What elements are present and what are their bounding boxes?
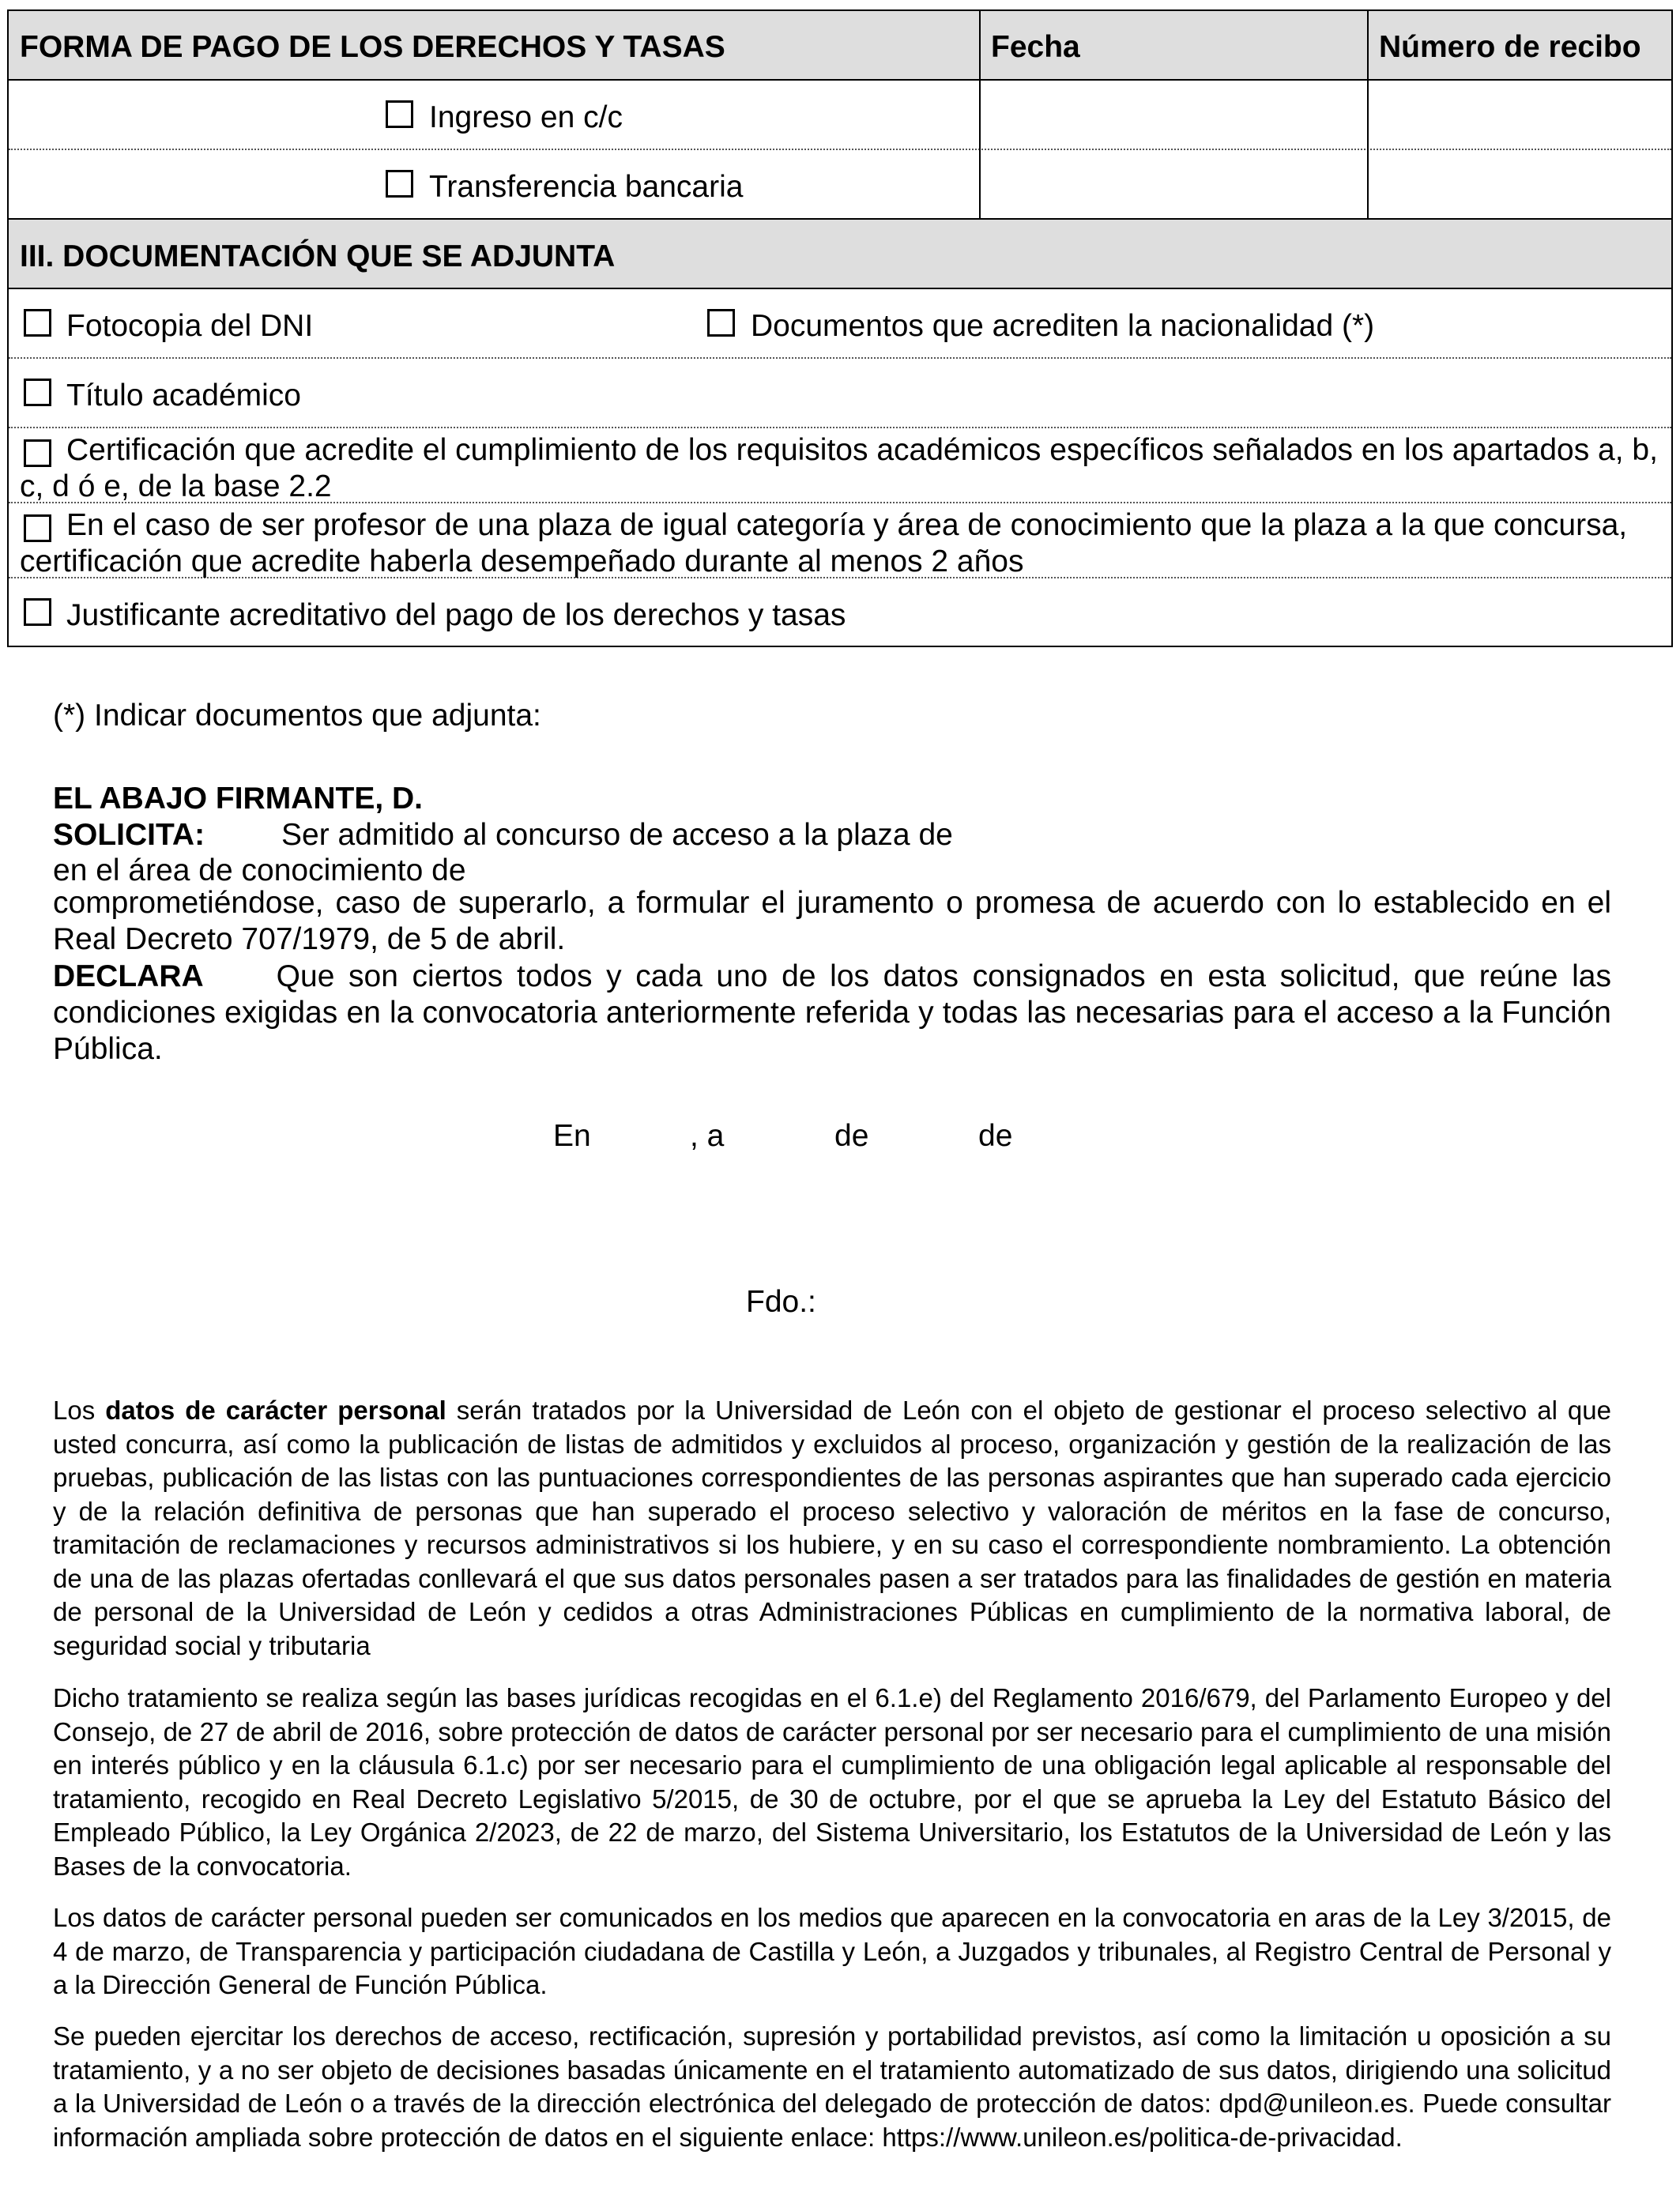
fotocopia-dni-label: Fotocopia del DNI [66,309,314,343]
payment-header: FORMA DE PAGO DE LOS DERECHOS Y TASAS [20,30,725,64]
doc-row-certificacion [9,428,1671,503]
area-line: en el área de conocimiento de [53,853,466,887]
privacy-paragraph-2: Dicho tratamiento se realiza según las bases jurídicas recogidas en el 6.1.e) del Reglamento 2016/679, del Parlamento Europeo y del Consejo, de 27 de abril de 2016, sobre protección de datos de carácter personal por ser necesario para el cumplimiento de una misión en interés público y en la cláusula 6.1.c) por ser necesario para el cumplimiento de una obligación legal aplicable al responsable del tratamiento, recogido en Real Decreto Legislativo 5/2015, de 30 de octubre, por el que se aprueba la Ley del Estatuto Básico del Empleado Público, la Ley Orgánica 2/2023, de 22 de marzo, del Sistema Universitario, los Estatutos de la Universidad de León y las Bases de la convocatoria. [53,1683,1611,1881]
form-table [7,9,1673,647]
declara-block [53,959,1611,1068]
titulo-checkbox[interactable] [24,379,51,406]
ingreso-checkbox[interactable] [386,100,413,128]
privacy-paragraph-3: Los datos de carácter personal pueden ser comunicados en los medios que aparecen en la convocatoria en aras de la Ley 3/2015, de 4 de marzo, de Transparencia y participación ciudadana de Castilla y León, a Juzgados y tribunales, al Registro Central de Personal y a la Dirección General de Función Pública. [53,1903,1611,1999]
transferencia-checkbox[interactable] [386,170,413,198]
date-a: , a [690,1119,725,1153]
profesor-label: En el caso de ser profesor de una plaza de igual categoría y área de conocimiento que la plaza a la que concursa, certificación que acredite haberla desempeñado durante al menos 2 años [20,508,1628,578]
doc-row-titulo [9,359,1671,428]
privacy-p1-pre: Los [53,1396,106,1425]
nacionalidad-label: Documentos que acrediten la nacionalidad (*) [751,309,1375,343]
fecha-column-divider [979,11,981,220]
doc-row-justificante [9,578,1671,647]
transferencia-label: Transferencia bancaria [429,170,744,204]
fecha-header: Fecha [991,30,1080,64]
declara-text: Que son ciertos todos y cada uno de los datos consignados en esta solicitud, que reúne las condiciones exigidas en la convocatoria anteriormente referida y todas las necesarias para el acceso a la Función Pública. [53,959,1611,1066]
signature-label: Fdo.: [746,1285,816,1319]
declara-label: DECLARA [53,959,204,993]
privacy-paragraph-1 [53,1394,1611,1663]
fotocopia-dni-checkbox[interactable] [24,309,51,337]
solicita-text: Ser admitido al concurso de acceso a la plaza de [281,818,953,852]
recibo-column-divider [1367,11,1369,220]
nacionalidad-checkbox[interactable] [707,309,735,337]
documentation-header: III. DOCUMENTACIÓN QUE SE ADJUNTA [20,239,616,273]
attached-documents-note: (*) Indicar documentos que adjunta: [53,699,541,733]
place-en: En [553,1119,591,1153]
titulo-label: Título académico [66,379,301,413]
recibo-header: Número de recibo [1379,30,1641,64]
payment-row-transferencia [9,150,1671,220]
date-de-2: de [978,1119,1013,1153]
doc-row-profesor [9,503,1671,578]
solicita-label: SOLICITA: [53,818,205,852]
privacy-paragraph-4: Se pueden ejercitar los derechos de acceso, rectificación, supresión y portabilidad previstos, así como la limitación u oposición a su tratamiento, y a no ser objeto de decisiones basadas únicamente en el tratamiento automatizado de sus datos, dirigiendo una solicitud a la Universidad de León o a través de la dirección electrónica del delegado de protección de datos: dpd@unileon.es. Puede consultar información ampliada sobre protección de datos en el siguiente enlace: https://www.unileon.es/politica-de-privacidad. [53,2021,1611,2152]
justificante-checkbox[interactable] [24,598,51,626]
privacy-p1-post: serán tratados por la Universidad de León con el objeto de gestionar el proceso selectivo al que usted concurra, así como la publicación de listas de admitidos y excluidos al proceso, organización y gestión de la realización de las pruebas, publicación de las listas con las puntuaciones correspondientes de las personas aspirantes que han superado cada ejercicio y de la relación definitiva de personas que han superado el proceso selectivo y valoración de méritos en la fase de concurso, tramitación de reclamaciones y recursos administrativos si los hubiere, y en su caso el correspondiente nombramiento. La obtención de una de las plazas ofertadas conllevará el que sus datos personales pasen a ser tratados para las finalidades de gestión en materia de personal de la Universidad de León y cedidos a otras Administraciones Públicas en cumplimiento de la normativa laboral, de seguridad social y tributaria [53,1396,1611,1660]
justificante-label: Justificante acreditativo del pago de los derechos y tasas [66,598,846,632]
privacy-p1-bold: datos de carácter personal [105,1396,446,1425]
firmante-label: EL ABAJO FIRMANTE, D. [53,782,424,816]
documentation-header-row [9,220,1671,289]
date-de-1: de [834,1119,869,1153]
compromiso-text: comprometiéndose, caso de superarlo, a formular el juramento o promesa de acuerdo con lo establecido en el Real Decreto 707/1979, de 5 de abril. [53,886,1611,956]
certificacion-label: Certificación que acredite el cumplimiento de los requisitos académicos específicos señalados en los apartados a, b, c, d ó e, de la base 2.2 [20,433,1658,503]
ingreso-label: Ingreso en c/c [429,100,623,134]
doc-row-dni [9,289,1671,359]
payment-header-row [9,11,1671,81]
payment-row-ingreso [9,81,1671,150]
